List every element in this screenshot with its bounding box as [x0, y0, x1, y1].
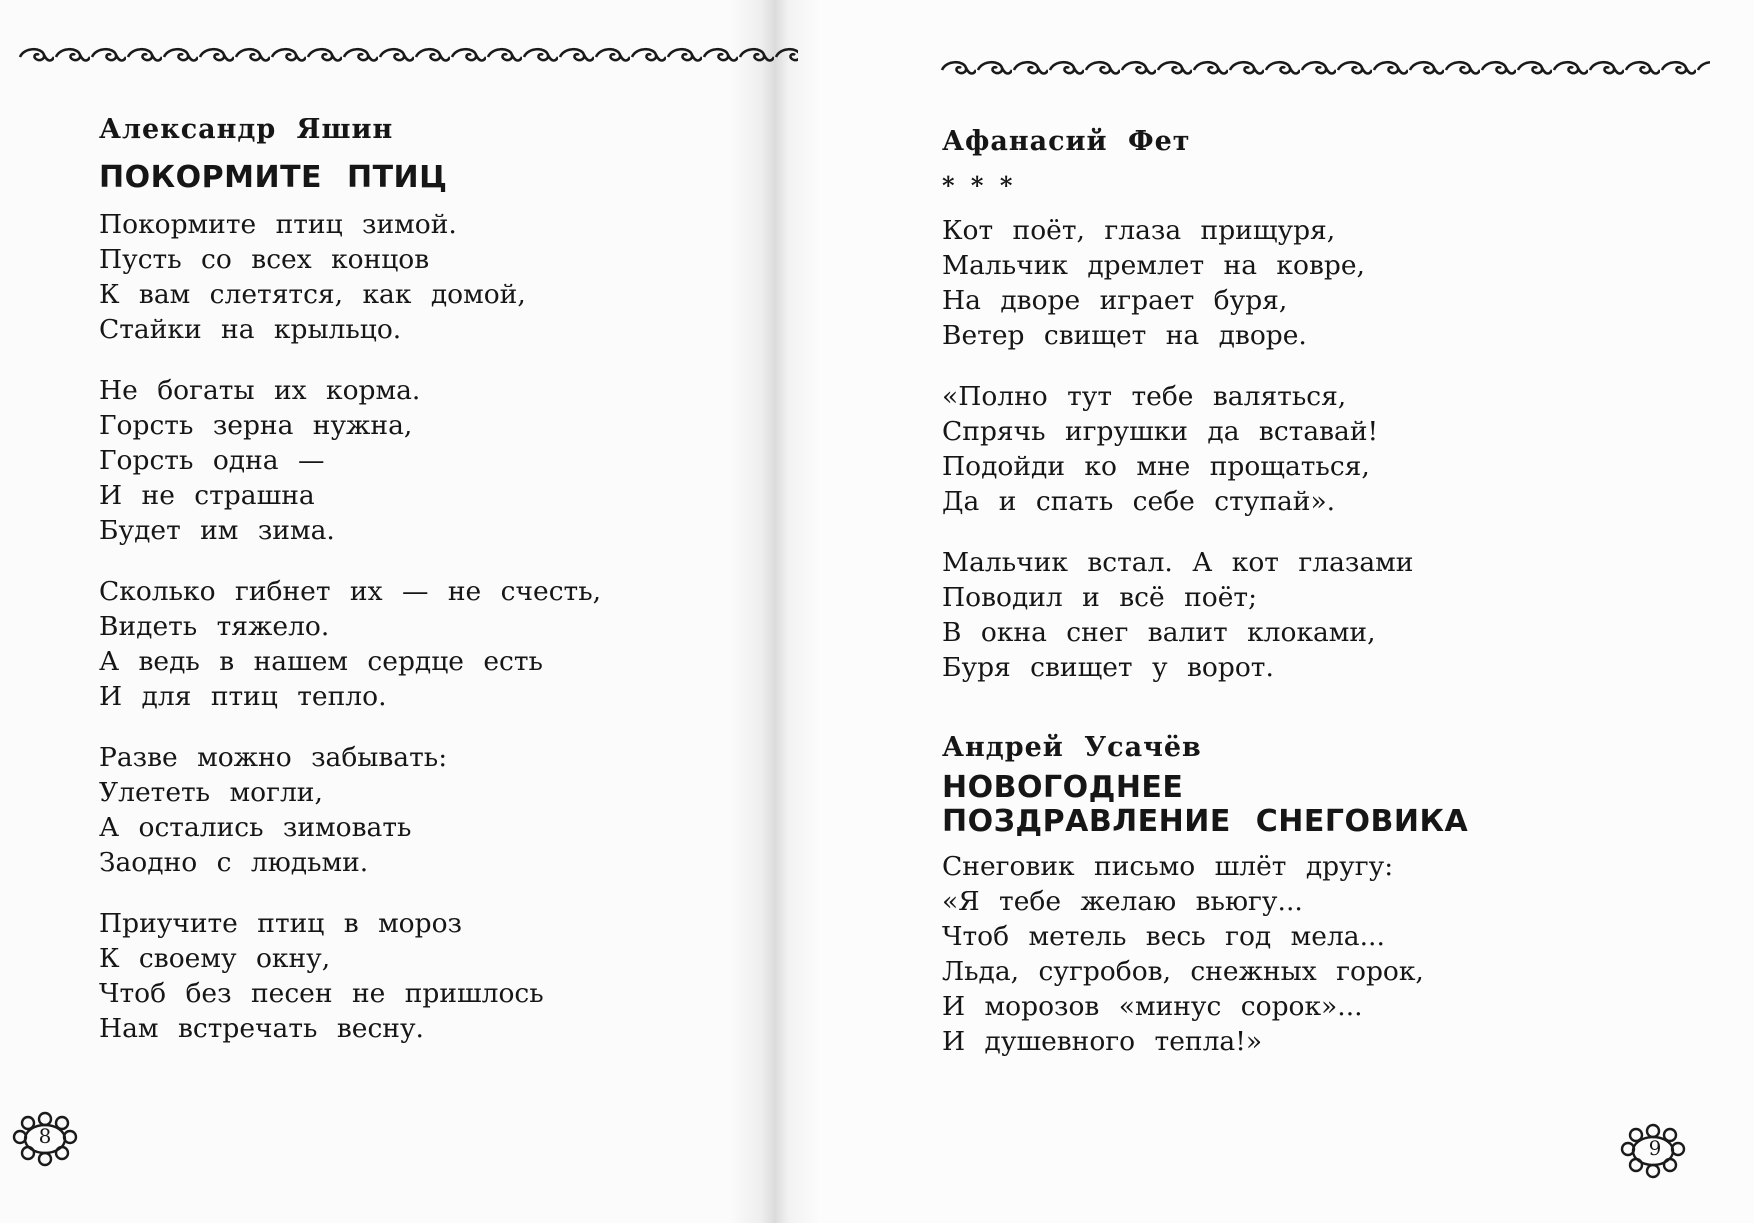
stanza — [942, 545, 1722, 685]
poem-line: Заодно с людьми. — [99, 847, 369, 878]
poem-line: Мальчик встал. А кот глазами — [942, 547, 1414, 578]
poem-line: Чтоб без песен не пришлось — [99, 978, 544, 1009]
poem-line: Да и спать себе ступай». — [942, 486, 1336, 517]
author-name: Александр Яшин — [99, 114, 394, 145]
poem-line: И для птиц тепло. — [99, 681, 387, 712]
ornament-border-top-right — [940, 57, 1710, 83]
poem-line: А ведь в нашем сердце есть — [99, 646, 543, 677]
asterism: * * * — [942, 171, 1017, 200]
poem-line: Приучите птиц в мороз — [99, 908, 463, 939]
poem-line: Нам встречать весну. — [99, 1013, 424, 1044]
poem-line: Будет им зима. — [99, 515, 335, 546]
poem-line: Буря свищет у ворот. — [942, 652, 1274, 683]
poem-block-fet-usachev — [942, 125, 1722, 1059]
poem-line: Поводил и всё поёт; — [942, 582, 1258, 613]
stanza — [99, 207, 739, 347]
poem-line: Улететь могли, — [99, 777, 323, 808]
book-gutter — [730, 0, 820, 1223]
poem-line: К своему окну, — [99, 943, 331, 974]
poem-title: ПОКОРМИТЕ ПТИЦ — [99, 160, 448, 195]
poem-block-yashin — [99, 113, 739, 1046]
poem-line: Мальчик дремлет на ковре, — [942, 250, 1365, 281]
stanza — [99, 906, 739, 1046]
author-name: Андрей Усачёв — [942, 732, 1202, 763]
stanza — [99, 373, 739, 548]
poem-line: И душевного тепла!» — [942, 1026, 1263, 1057]
stanza — [942, 849, 1722, 1059]
poem-line: «Я тебе желаю вьюгу... — [942, 886, 1303, 917]
poem-line: В окна снег валит клоками, — [942, 617, 1376, 648]
poem-line: Снеговик письмо шлёт другу: — [942, 851, 1394, 882]
stanza — [942, 379, 1722, 519]
poem-line: Кот поёт, глаза прищуря, — [942, 215, 1336, 246]
poem-line: Видеть тяжело. — [99, 611, 330, 642]
poem-line: И не страшна — [99, 480, 315, 511]
page-number-text: 9 — [1648, 1136, 1662, 1160]
poem-line: Горсть одна — — [99, 445, 325, 476]
poem-line: «Полно тут тебе валяться, — [942, 381, 1347, 412]
author-name: Афанасий Фет — [942, 126, 1191, 157]
poem-line: Ветер свищет на дворе. — [942, 320, 1307, 351]
poem-line: К вам слетятся, как домой, — [99, 279, 526, 310]
stanza — [99, 740, 739, 880]
poem-line: Разве можно забывать: — [99, 742, 448, 773]
poem-line: А остались зимовать — [99, 812, 412, 843]
poem-line: На дворе играет буря, — [942, 285, 1288, 316]
poem-line: Подойди ко мне прощаться, — [942, 451, 1370, 482]
poem-line: Сколько гибнет их — не счесть, — [99, 576, 602, 607]
poem-title-line-2: ПОЗДРАВЛЕНИЕ СНЕГОВИКА — [942, 804, 1469, 839]
poem-line: Спрячь игрушки да вставай! — [942, 416, 1379, 447]
poem-line: Не богаты их корма. — [99, 375, 421, 406]
poem-title-line-1: НОВОГОДНЕЕ — [942, 770, 1184, 805]
stanza — [942, 213, 1722, 353]
poem-line: Пусть со всех концов — [99, 244, 430, 275]
poem-line: Покормите птиц зимой. — [99, 209, 457, 240]
page-number-left — [0, 1110, 90, 1168]
page-number-text: 8 — [38, 1124, 52, 1148]
poem-line: Горсть зерна нужна, — [99, 410, 413, 441]
stanza — [99, 574, 739, 714]
page-number-right — [1608, 1122, 1698, 1180]
poem-line: Чтоб метель весь год мела... — [942, 921, 1385, 952]
poem-line: Стайки на крыльцо. — [99, 314, 402, 345]
ornament-border-top-left — [18, 44, 798, 70]
poem-line: И морозов «минус сорок»... — [942, 991, 1363, 1022]
poem-line: Льда, сугробов, снежных горок, — [942, 956, 1424, 987]
